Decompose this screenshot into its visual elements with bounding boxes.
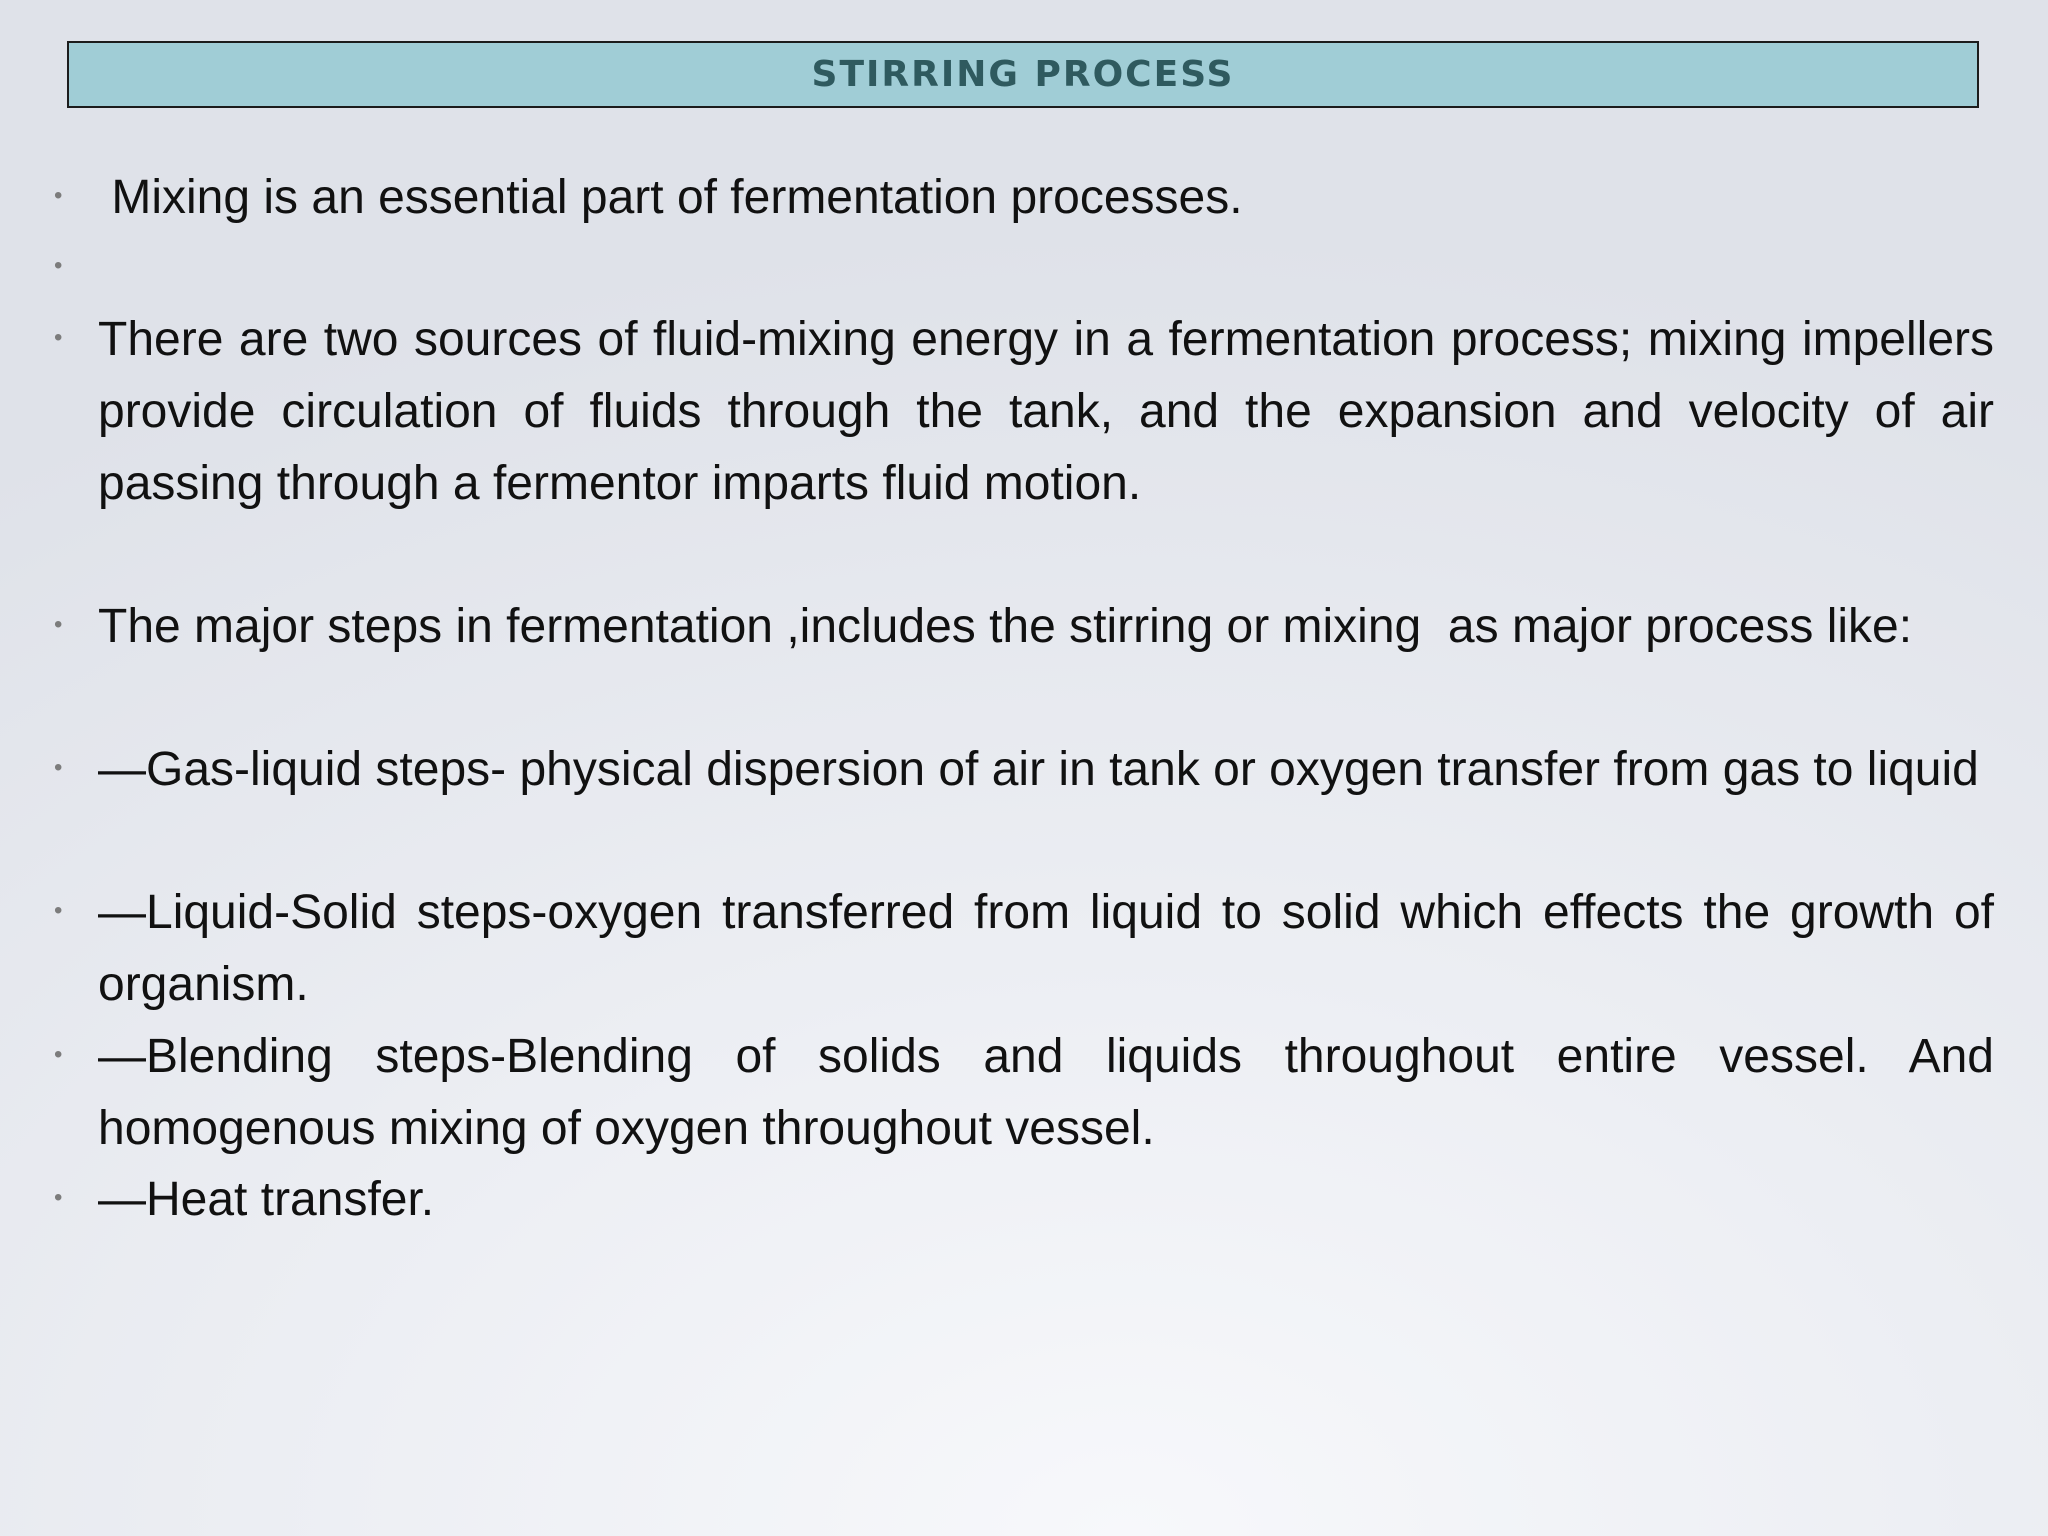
bullet-dot-icon: • bbox=[54, 1184, 63, 1211]
bullet-dot-icon: • bbox=[54, 611, 63, 638]
bullet-dot-icon: • bbox=[54, 754, 63, 781]
bullet-dot-icon: • bbox=[54, 182, 63, 209]
bullet-dot-icon: • bbox=[54, 1041, 63, 1068]
slide-title: STIRRING PROCESS bbox=[811, 54, 1235, 95]
bullet-text: —Heat transfer. bbox=[98, 1173, 435, 1226]
bullet-text: The major steps in fermentation ,includes the stirring or mixing as major process like: bbox=[98, 600, 1913, 653]
bullet-text: —Blending steps-Blending of solids and liquids throughout entire vessel. And homogenous mixing of oxygen throughout vessel. bbox=[98, 1030, 2008, 1155]
bullet-text: There are two sources of fluid-mixing energy in a fermentation process; mixing impellers provide circulation of fluids through the tank, and the expansion and velocity of air passing through a fermentor imparts fluid motion. bbox=[98, 313, 2008, 510]
bullet-text: —Liquid-Solid steps-oxygen transferred from liquid to solid which effects the growth of organism. bbox=[98, 886, 2008, 1011]
bullet-dot-icon: • bbox=[54, 252, 63, 279]
bullet-text: —Gas-liquid steps- physical dispersion of air in tank or oxygen transfer from gas to liquid bbox=[98, 743, 1979, 796]
bullet-dot-icon: • bbox=[54, 897, 63, 924]
bullet-dot-icon: • bbox=[54, 324, 63, 351]
bullet-text: Mixing is an essential part of fermentation processes. bbox=[98, 171, 1243, 224]
